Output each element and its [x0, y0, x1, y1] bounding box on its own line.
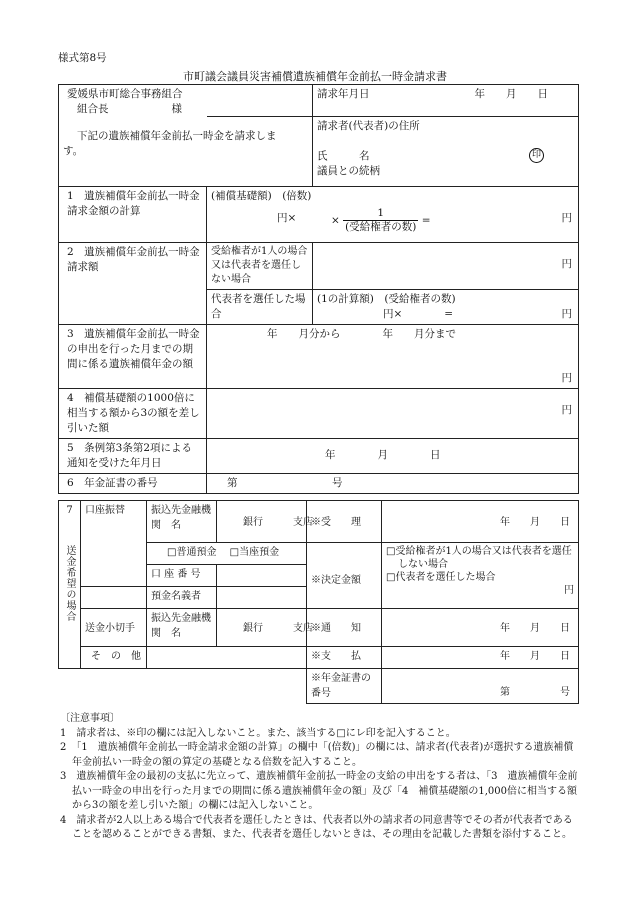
addressee-cell [59, 85, 277, 187]
request-date-cell [313, 85, 579, 117]
holder-value[interactable] [217, 587, 307, 609]
note-2: 2 「1 遺族補償年金前払一時金請求金額の計算」の欄中「(倍数)」の欄には、請求者(代表者)が選択する遺族補償年金前払い一時金の額の算定の基礎となる倍数を記入すること。 [60, 742, 574, 768]
row2a-amount[interactable]: 円 [313, 243, 579, 290]
account-no-value[interactable] [217, 565, 307, 587]
row3-period: 年 月分から 年 月分まで [267, 328, 456, 340]
addressee-line2: 組合長 様 [77, 103, 182, 115]
notes-heading: 〔注意事項〕 [60, 713, 120, 724]
other-label: そ の 他 [81, 647, 147, 669]
request-text: 下記の遺族補償年金前払一時金を請求します。 [63, 130, 277, 157]
row3-amount[interactable]: 年 月分から 年 月分まで 円 [207, 325, 579, 389]
row2a-label: 受給権者が1人の場合又は代表者を選任しない場合 [207, 243, 313, 290]
payment-label: ※支 払 [307, 647, 382, 669]
receipt-label: ※受 理 [307, 501, 382, 543]
row2b-formula-head: (1の計算額) (受給権者の数) [317, 293, 456, 305]
row1-formula-head: (補償基礎額) (倍数) [211, 190, 312, 202]
decision-opt1[interactable]: □受給権者が1人の場合又は代表者を選任しない場合 [386, 546, 572, 570]
row1-label: 1 遺族補償年金前払一時金請求金額の計算 [59, 187, 207, 243]
row6-label: 6 年金証書の番号 [59, 474, 207, 494]
bank-label: 振込先金融機 関 名 [147, 501, 217, 543]
remit-section-label: 送金希望の場合 [64, 544, 75, 622]
notice-label: ※通 知 [307, 609, 382, 647]
row2b-amount[interactable]: (1の計算額) (受給権者の数) 円× = 円 [313, 290, 579, 325]
fraction-denominator: (受給権者の数) [345, 221, 417, 233]
name-label: 氏 名 [317, 149, 370, 162]
payment-date[interactable]: 年 月 日 [382, 647, 579, 669]
account-type[interactable] [147, 543, 307, 565]
decision-label: ※決定金額 [307, 543, 382, 609]
row2b-formula: 円× = [383, 308, 454, 320]
row1-fraction: × $\frac{1}{\text{(受給権者の数)}}$ = [331, 207, 431, 233]
check-label: 送金小切手 [81, 609, 147, 647]
name-cell[interactable] [313, 147, 579, 187]
seal-mark: 印 [529, 148, 544, 163]
row1-yen: 円 [561, 212, 572, 224]
notes [60, 712, 580, 843]
row1-calc[interactable] [207, 187, 579, 243]
bank-value[interactable]: 銀行 支店 [217, 501, 307, 543]
remit-section: 7 送金希望の場合 [59, 501, 81, 669]
account-no-label: 口 座 番 号 [147, 565, 217, 587]
transfer-label: 口座振替 [81, 501, 147, 587]
row5-date[interactable]: 年 月 日 [207, 439, 579, 474]
ordinary-checkbox[interactable]: □普通預金 [167, 547, 217, 558]
fraction-numerator: 1 [343, 207, 418, 221]
row3-label: 3 遺族補償年金前払一時金の申出を行った月までの期間に係る遺族補償年金の額 [59, 325, 207, 389]
note-4: 4 請求者が2人以上ある場合で代表者を選任したときは、代表者以外の請求者の同意書等でその者が代表者であることを認めることができる書類、また、代表者を選任しないときは、その理由を記載した書類を添付すること。 [60, 814, 573, 840]
main-table [58, 84, 579, 494]
other-value[interactable] [147, 647, 307, 669]
relation-label: 議員との続柄 [317, 164, 380, 177]
row4-amount[interactable]: 円 [207, 389, 579, 439]
claimant-address-cell[interactable] [313, 117, 579, 147]
row2b-label: 代表者を選任した場合 [207, 290, 313, 325]
row6-cert-number[interactable]: 第 号 [207, 474, 579, 494]
check-bank-value[interactable]: 銀行 支店 [217, 609, 307, 647]
note-1: 1 請求者は、※印の欄には記入しないこと。また、該当する□にレ印を記入すること。 [60, 727, 456, 739]
row1-yen-times: 円× [277, 212, 297, 224]
notice-date[interactable]: 年 月 日 [382, 609, 579, 647]
form-number: 様式第8号 [58, 52, 107, 64]
check-bank-label: 振込先金融機 関 名 [147, 609, 217, 647]
receipt-date[interactable]: 年 月 日 [382, 501, 579, 543]
row2-label: 2 遺族補償年金前払一時金請求額 [59, 243, 207, 325]
decision-amount[interactable]: □受給権者が1人の場合又は代表者を選任しない場合 □代表者を選任した場合 円 [382, 543, 579, 609]
request-date-label: 請求年月日 [317, 88, 370, 100]
row4-label: 4 補償基礎額の1000倍に相当する額から3の額を差し引いた額 [59, 389, 207, 439]
decision-opt2[interactable]: □代表者を選任した場合 [386, 572, 496, 583]
row5-label: 5 条例第3条第2項による通知を受けた年月日 [59, 439, 207, 474]
claimant-address-label: 請求者(代表者)の住所 [317, 120, 420, 132]
note-3: 3 遺族補償年金の最初の支払に先立って、遺族補償年金前払一時金の支給の申出をする者は、「3 遺族補償年金前払い一時金の申出を行った月までの期間に係る遺族補償年金の額」及び「4 補償基礎額の1,000倍に相当する額から3の額を差し引いた額」の欄には記入しないこと。 [60, 771, 578, 811]
addressee-line1: 愛媛県市町総合事務組合 [67, 88, 183, 100]
current-checkbox[interactable]: □当座預金 [229, 547, 280, 558]
request-date-value[interactable]: 年 月 日 [474, 88, 548, 100]
remit-table [58, 500, 579, 704]
cert-label: ※年金証書の番号 [307, 669, 382, 704]
holder-label: 預金名義者 [147, 587, 217, 609]
cert-value[interactable]: 第 号 [382, 669, 579, 704]
form-title: 市町議会議員災害補償遺族補償年金前払一時金請求書 [183, 70, 447, 83]
